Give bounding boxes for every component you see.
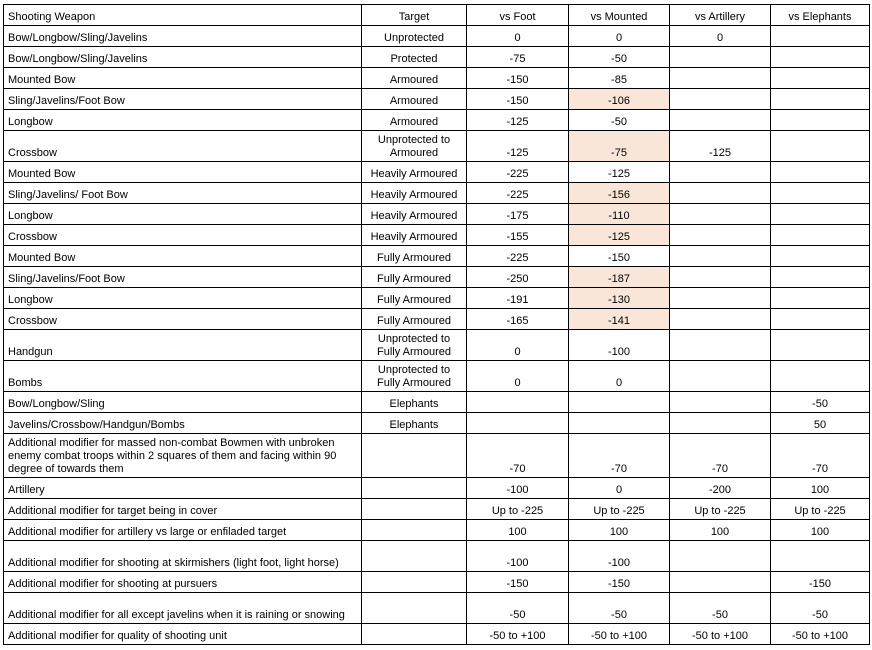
- target-cell: Heavily Armoured: [362, 204, 467, 225]
- table-row: [4, 288, 870, 309]
- target-cell: Fully Armoured: [362, 246, 467, 267]
- vs-elephants-cell: [771, 26, 870, 47]
- target-cell: Protected: [362, 47, 467, 68]
- weapon-cell: Javelins/Crossbow/Handgun/Bombs: [4, 413, 362, 434]
- weapon-cell: Additional modifier for artillery vs large or enfiladed target: [4, 520, 362, 541]
- weapon-cell: Additional modifier for target being in cover: [4, 499, 362, 520]
- target-cell: [362, 434, 467, 478]
- vs-mounted-cell: -106: [569, 89, 670, 110]
- vs-elephants-cell: [771, 541, 870, 572]
- vs-foot-cell: -155: [467, 225, 569, 246]
- weapon-cell: Sling/Javelins/ Foot Bow: [4, 183, 362, 204]
- vs-foot-cell: -250: [467, 267, 569, 288]
- table-row: [4, 392, 870, 413]
- vs-artillery-cell: Up to -225: [670, 499, 771, 520]
- table-row: [4, 361, 870, 392]
- target-cell: [362, 499, 467, 520]
- vs-elephants-cell: -50: [771, 392, 870, 413]
- vs-foot-cell: -50 to +100: [467, 624, 569, 645]
- vs-artillery-cell: [670, 110, 771, 131]
- weapon-cell: Handgun: [4, 330, 362, 361]
- vs-artillery-cell: [670, 68, 771, 89]
- weapon-cell: Longbow: [4, 204, 362, 225]
- target-cell: Elephants: [362, 392, 467, 413]
- vs-mounted-cell: -70: [569, 434, 670, 478]
- table-body: [4, 26, 870, 645]
- vs-elephants-cell: [771, 330, 870, 361]
- vs-mounted-cell: -187: [569, 267, 670, 288]
- vs-artillery-cell: [670, 309, 771, 330]
- header-vs-elephants: vs Elephants: [771, 5, 870, 26]
- table-row: [4, 204, 870, 225]
- header-row: [4, 5, 870, 26]
- table-row: [4, 183, 870, 204]
- vs-artillery-cell: -70: [670, 434, 771, 478]
- target-cell: Elephants: [362, 413, 467, 434]
- vs-foot-cell: 100: [467, 520, 569, 541]
- shooting-modifiers-table: [3, 4, 870, 645]
- vs-elephants-cell: Up to -225: [771, 499, 870, 520]
- table-row: [4, 413, 870, 434]
- vs-mounted-cell: [569, 392, 670, 413]
- vs-mounted-cell: -156: [569, 183, 670, 204]
- vs-foot-cell: -125: [467, 110, 569, 131]
- vs-foot-cell: Up to -225: [467, 499, 569, 520]
- vs-artillery-cell: [670, 572, 771, 593]
- table-row: [4, 330, 870, 361]
- vs-artillery-cell: [670, 47, 771, 68]
- vs-artillery-cell: [670, 225, 771, 246]
- vs-mounted-cell: Up to -225: [569, 499, 670, 520]
- weapon-cell: Bow/Longbow/Sling/Javelins: [4, 26, 362, 47]
- table-row: [4, 499, 870, 520]
- vs-mounted-cell: -50: [569, 47, 670, 68]
- vs-mounted-cell: -130: [569, 288, 670, 309]
- target-cell: [362, 624, 467, 645]
- target-cell: Heavily Armoured: [362, 225, 467, 246]
- table-row: [4, 68, 870, 89]
- vs-mounted-cell: -141: [569, 309, 670, 330]
- table-header: [4, 5, 870, 26]
- vs-artillery-cell: [670, 330, 771, 361]
- vs-elephants-cell: [771, 309, 870, 330]
- vs-foot-cell: -150: [467, 572, 569, 593]
- vs-artillery-cell: [670, 392, 771, 413]
- vs-mounted-cell: 0: [569, 26, 670, 47]
- table-row: [4, 131, 870, 162]
- header-shooting-weapon: Shooting Weapon: [4, 5, 362, 26]
- table-row: [4, 26, 870, 47]
- weapon-cell: Longbow: [4, 110, 362, 131]
- target-cell: [362, 572, 467, 593]
- target-cell: Armoured: [362, 110, 467, 131]
- vs-elephants-cell: [771, 162, 870, 183]
- weapon-cell: Bow/Longbow/Sling: [4, 392, 362, 413]
- table-row: [4, 520, 870, 541]
- table-row: [4, 624, 870, 645]
- vs-elephants-cell: -50: [771, 593, 870, 624]
- vs-foot-cell: -175: [467, 204, 569, 225]
- vs-artillery-cell: -125: [670, 131, 771, 162]
- vs-elephants-cell: 100: [771, 520, 870, 541]
- vs-mounted-cell: -150: [569, 246, 670, 267]
- vs-foot-cell: 0: [467, 330, 569, 361]
- vs-foot-cell: [467, 413, 569, 434]
- vs-foot-cell: -150: [467, 68, 569, 89]
- vs-artillery-cell: 100: [670, 520, 771, 541]
- vs-artillery-cell: [670, 162, 771, 183]
- vs-elephants-cell: [771, 288, 870, 309]
- vs-foot-cell: -225: [467, 183, 569, 204]
- weapon-cell: Mounted Bow: [4, 162, 362, 183]
- header-vs-foot: vs Foot: [467, 5, 569, 26]
- vs-foot-cell: -165: [467, 309, 569, 330]
- vs-artillery-cell: -200: [670, 478, 771, 499]
- vs-elephants-cell: [771, 204, 870, 225]
- vs-foot-cell: -150: [467, 89, 569, 110]
- weapon-cell: Artillery: [4, 478, 362, 499]
- vs-mounted-cell: -125: [569, 162, 670, 183]
- vs-mounted-cell: 100: [569, 520, 670, 541]
- vs-artillery-cell: [670, 246, 771, 267]
- vs-elephants-cell: 50: [771, 413, 870, 434]
- weapon-cell: Longbow: [4, 288, 362, 309]
- vs-mounted-cell: -50: [569, 593, 670, 624]
- weapon-cell: Mounted Bow: [4, 68, 362, 89]
- vs-elephants-cell: -70: [771, 434, 870, 478]
- vs-mounted-cell: -85: [569, 68, 670, 89]
- target-cell: Armoured: [362, 68, 467, 89]
- vs-foot-cell: -191: [467, 288, 569, 309]
- vs-foot-cell: 0: [467, 26, 569, 47]
- vs-mounted-cell: 0: [569, 478, 670, 499]
- weapon-cell: Crossbow: [4, 225, 362, 246]
- target-cell: Fully Armoured: [362, 309, 467, 330]
- table-row: [4, 478, 870, 499]
- vs-mounted-cell: 0: [569, 361, 670, 392]
- weapon-cell: Bombs: [4, 361, 362, 392]
- vs-elephants-cell: [771, 131, 870, 162]
- table-row: [4, 309, 870, 330]
- vs-artillery-cell: [670, 89, 771, 110]
- vs-foot-cell: -225: [467, 162, 569, 183]
- header-vs-artillery: vs Artillery: [670, 5, 771, 26]
- vs-mounted-cell: -110: [569, 204, 670, 225]
- table-row: [4, 47, 870, 68]
- target-cell: [362, 478, 467, 499]
- table-row: [4, 267, 870, 288]
- vs-mounted-cell: -50: [569, 110, 670, 131]
- vs-elephants-cell: [771, 110, 870, 131]
- vs-mounted-cell: -100: [569, 541, 670, 572]
- header-vs-mounted: vs Mounted: [569, 5, 670, 26]
- target-cell: Fully Armoured: [362, 288, 467, 309]
- weapon-cell: Crossbow: [4, 131, 362, 162]
- vs-foot-cell: -100: [467, 541, 569, 572]
- vs-artillery-cell: [670, 413, 771, 434]
- table-row: [4, 110, 870, 131]
- target-cell: Armoured: [362, 89, 467, 110]
- table-row: [4, 593, 870, 624]
- target-cell: Unprotected to Fully Armoured: [362, 330, 467, 361]
- header-target: Target: [362, 5, 467, 26]
- vs-elephants-cell: [771, 246, 870, 267]
- vs-artillery-cell: -50 to +100: [670, 624, 771, 645]
- weapon-cell: Additional modifier for all except javelins when it is raining or snowing: [4, 593, 362, 624]
- vs-foot-cell: [467, 392, 569, 413]
- weapon-cell: Sling/Javelins/Foot Bow: [4, 267, 362, 288]
- vs-mounted-cell: -125: [569, 225, 670, 246]
- table-row: [4, 246, 870, 267]
- target-cell: Heavily Armoured: [362, 162, 467, 183]
- vs-elephants-cell: -50 to +100: [771, 624, 870, 645]
- weapon-cell: Mounted Bow: [4, 246, 362, 267]
- weapon-cell: Bow/Longbow/Sling/Javelins: [4, 47, 362, 68]
- vs-elephants-cell: -150: [771, 572, 870, 593]
- weapon-cell: Crossbow: [4, 309, 362, 330]
- vs-foot-cell: 0: [467, 361, 569, 392]
- vs-artillery-cell: 0: [670, 26, 771, 47]
- target-cell: [362, 593, 467, 624]
- vs-elephants-cell: [771, 183, 870, 204]
- vs-foot-cell: -125: [467, 131, 569, 162]
- vs-artillery-cell: [670, 361, 771, 392]
- target-cell: Unprotected to Armoured: [362, 131, 467, 162]
- vs-artillery-cell: [670, 267, 771, 288]
- vs-elephants-cell: [771, 267, 870, 288]
- target-cell: Fully Armoured: [362, 267, 467, 288]
- weapon-cell: Additional modifier for shooting at skirmishers (light foot, light horse): [4, 541, 362, 572]
- target-cell: Unprotected to Fully Armoured: [362, 361, 467, 392]
- weapon-cell: Additional modifier for quality of shooting unit: [4, 624, 362, 645]
- vs-mounted-cell: -100: [569, 330, 670, 361]
- target-cell: [362, 541, 467, 572]
- weapon-cell: Additional modifier for massed non-combat Bowmen with unbroken enemy combat troops within 2 squares of them and facing within 90 degree of towards them: [4, 434, 362, 478]
- vs-elephants-cell: [771, 68, 870, 89]
- target-cell: Unprotected: [362, 26, 467, 47]
- vs-mounted-cell: [569, 413, 670, 434]
- target-cell: [362, 520, 467, 541]
- table-row: [4, 434, 870, 478]
- vs-foot-cell: -75: [467, 47, 569, 68]
- vs-elephants-cell: [771, 47, 870, 68]
- target-cell: Heavily Armoured: [362, 183, 467, 204]
- vs-elephants-cell: [771, 89, 870, 110]
- vs-mounted-cell: -150: [569, 572, 670, 593]
- vs-mounted-cell: -50 to +100: [569, 624, 670, 645]
- vs-elephants-cell: 100: [771, 478, 870, 499]
- vs-elephants-cell: [771, 361, 870, 392]
- weapon-cell: Additional modifier for shooting at pursuers: [4, 572, 362, 593]
- vs-artillery-cell: [670, 288, 771, 309]
- vs-artillery-cell: [670, 183, 771, 204]
- vs-foot-cell: -225: [467, 246, 569, 267]
- vs-foot-cell: -100: [467, 478, 569, 499]
- vs-elephants-cell: [771, 225, 870, 246]
- table-row: [4, 572, 870, 593]
- vs-artillery-cell: [670, 204, 771, 225]
- table-row: [4, 225, 870, 246]
- vs-artillery-cell: -50: [670, 593, 771, 624]
- table-row: [4, 541, 870, 572]
- weapon-cell: Sling/Javelins/Foot Bow: [4, 89, 362, 110]
- table-row: [4, 89, 870, 110]
- vs-mounted-cell: -75: [569, 131, 670, 162]
- vs-foot-cell: -70: [467, 434, 569, 478]
- vs-artillery-cell: [670, 541, 771, 572]
- vs-foot-cell: -50: [467, 593, 569, 624]
- table-row: [4, 162, 870, 183]
